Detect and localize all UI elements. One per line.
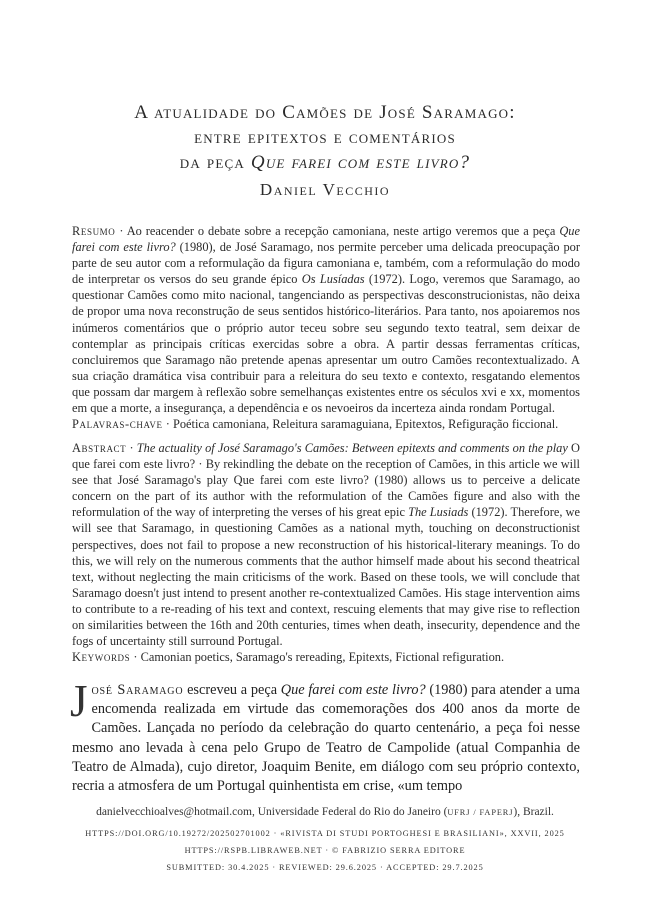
article-title (40, 100, 610, 175)
keywords-line: Keywords · Camonian poetics, Saramago's rereading, Epitexts, Fictional refiguration. (72, 650, 505, 664)
abstract-text-2: (1972). Therefore, we will see that Saramago, in questioning Camões as a national myth, touching on deconstructionist perspectives, does not fail to propose a new reconstruction of his historical-literary meanings. To do this, we will rely on the numerous comments that the author himself made about his second theatrical text, without neglecting the main criticisms of the work. Based on these tools, we will conclude that Saramago doesn't just intend to present another re-contextualized Camões. His stage intervention aims to contribute to a re-reading of his text and context, rescuing elements that may give rise to reflection on similarities between the 16th and 20th centuries, times when death, insecurity, dependence and the fogs of uncertainty still surround Portugal. (72, 505, 581, 649)
body-text-1: escreveu a peça (183, 682, 281, 698)
publisher-line: HTTPS://RSPB.LIBRAWEB.NET · © FABRIZIO SERRA EDITORE (184, 846, 466, 855)
resumo-italic-2: Os Lusíadas (301, 272, 365, 287)
resumo-text-1: Ao reacender o debate sobre a recepção camoniana, neste artigo veremos que a peça (126, 224, 560, 238)
title-line-2: entre epitextos e comentários (194, 127, 456, 148)
dates-line: SUBMITTED: 30.4.2025 · REVIEWED: 29.6.2025 · ACCEPTED: 29.7.2025 (166, 863, 484, 872)
resumo-paragraph (72, 223, 580, 416)
abstract-paragraph (72, 440, 580, 649)
palavras-chave-label: Palavras-chave (72, 417, 163, 431)
abstract-separator: · (126, 441, 137, 455)
contact-funding: UFRJ / FAPERJ (447, 808, 514, 817)
drop-cap: J (70, 676, 88, 726)
title-line-3 (40, 150, 610, 175)
abstract-label: Abstract (72, 441, 127, 455)
abstract-text-1: O que farei com este livro? · By rekindling the debate on the reception of Camões, in this article we will see that José Saramago's play Que farei com este livro? (1980) allows us to perceive a delicate concern on the part of its author with the reformulation of the Camões figure and also with the reformulation of the way of interpreting the verses of his great epic (72, 441, 580, 520)
resumo-text-3: (1972). Logo, veremos que Saramago, ao questionar Camões como mito nacional, tangenciando as perspectivas desconstrucionistas, não deixa de propor uma nova reconstrução de seus sentidos histórico-literários. Para tanto, nos apoiaremos nos inúmeros comentários que o próprio autor teceu sobre seu segundo texto teatral, sem deixar de contemplar as principais críticas exercidas sobre a obra. A partir dessas ferramentas críticas, concluiremos que Saramago não pretende apenas apresentar um outro Camões recontextualizado. A sua criação dramática visa contribuir para a releitura do seu texto e contexto, resgatando elementos que possam dar margem à reflexão sobre semelhanças existentes entre os séculos xvi e xx, momentos em que a morte, a insegurança, a dependência e os nevoeiros da incerteza ainda rondam Portugal. (72, 272, 580, 416)
body-lead-in: osé Saramago (91, 682, 184, 698)
title-line-1: A atualidade do Camões de José Saramago: (134, 102, 516, 123)
title-line-3-prefix: da peça (179, 152, 251, 173)
palavras-chave-text: Poética camoniana, Releitura saramaguiana, Epitextos, Refiguração ficcional. (172, 417, 559, 431)
resumo-italic-1: Que farei com este livro? (72, 224, 580, 255)
doi-line: HTTPS://DOI.ORG/10.19272/202502701002 · «RIVISTA DI STUDI PORTOGHESI E BRASILIANI», XXVII, 2025 (85, 829, 565, 838)
keywords-text: Camonian poetics, Saramago's rereading, Epitexts, Fictional refiguration. (140, 650, 505, 664)
title-line-3-italic: Que farei com este livro? (250, 152, 471, 173)
keywords-label: Keywords (72, 650, 131, 664)
author-name: Daniel Vecchio (259, 180, 391, 199)
body-paragraph (70, 676, 580, 796)
author-contact-line (40, 806, 610, 818)
palavras-chave-line: Palavras-chave · Poética camoniana, Releitura saramaguiana, Epitextos, Refiguração ficcional. (72, 417, 559, 431)
resumo-separator: · (115, 224, 127, 238)
abstract-italic-2: The Lusiads (408, 505, 469, 520)
abstract-italic-1: The actuality of José Saramago's Camões: Between epitexts and comments on the play (136, 441, 568, 455)
resumo-label: Resumo (72, 224, 116, 238)
contact-country: ), Brazil. (513, 806, 554, 818)
contact-email-affiliation: danielvecchioalves@hotmail.com, Universidade Federal do Rio do Janeiro ( (96, 806, 448, 818)
body-italic-1: Que farei com este livro? (280, 682, 426, 698)
body-text-2: (1980) para atender a uma encomenda realizada em virtude das comemorações dos 400 anos da morte de Camões. Lançada no período da celebração do quarto centenário, a peça foi nesse mesmo ano levada à cena pelo Grupo de Teatro de Campolide (atual Companhia de Teatro de Almada), cujo diretor, Joaquim Benite, em diálogo com seu próprio contexto, recria a atmosfera de um Portugal quinhentista em crise, «um tempo (72, 682, 580, 795)
resumo-text-2: (1980), de José Saramago, nos permite perceber uma delicada preocupação por parte de seu autor com a reformulação da figura camoniana e, também, com a reformulação do modo de interpretar os versos do seu grande épico (72, 240, 580, 287)
